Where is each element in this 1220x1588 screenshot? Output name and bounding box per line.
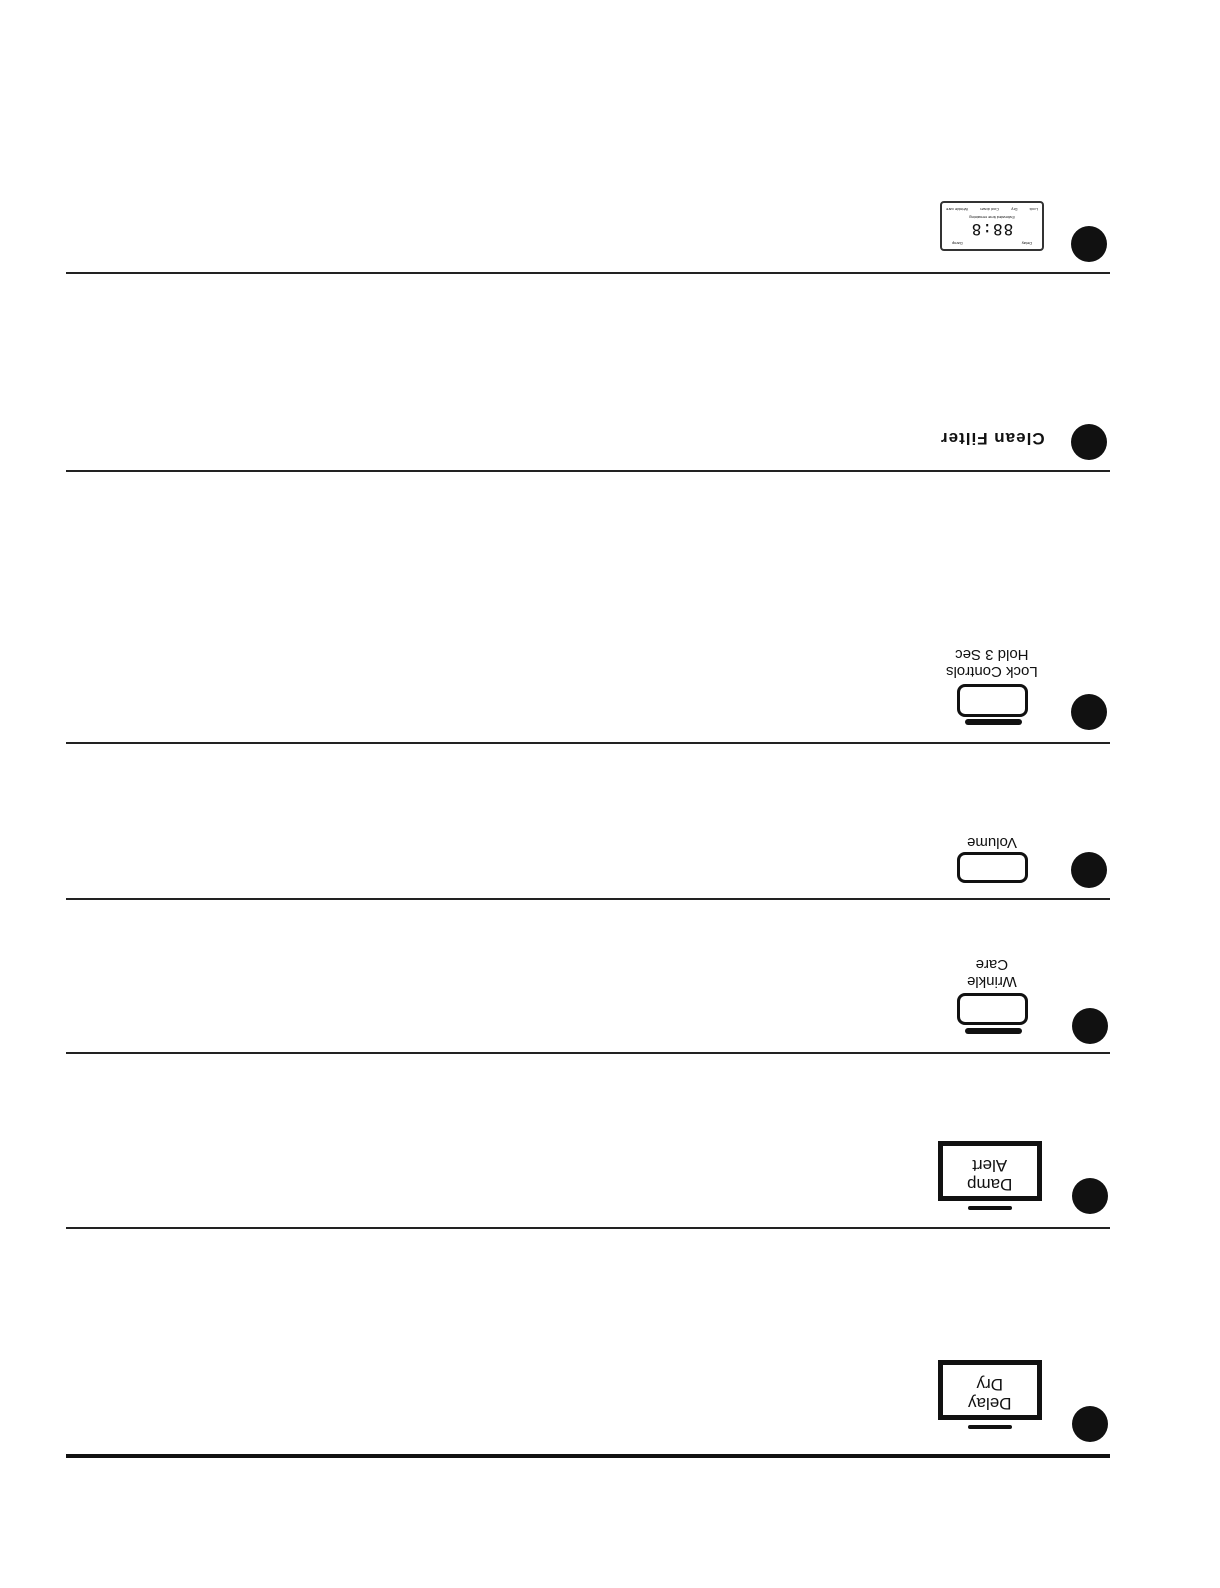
delay-dry-line1: Delay	[968, 1394, 1012, 1413]
display-indicator-cool-down: Cool down	[980, 207, 1000, 212]
lock-controls-labels	[935, 646, 1049, 680]
section-marker-1	[1071, 226, 1107, 262]
wrinkle-care-button[interactable]	[957, 993, 1028, 1025]
wrinkle-care-bar	[965, 1028, 1022, 1034]
divider-5	[66, 1052, 1110, 1054]
volume-label: Volume	[966, 834, 1018, 851]
damp-alert-line2: Alert	[972, 1156, 1008, 1175]
delay-dry-stand	[968, 1425, 1012, 1429]
volume-label-wrap	[940, 834, 1044, 851]
section-marker-4	[1071, 852, 1107, 888]
clean-filter-label: Clean Filter	[940, 429, 1045, 448]
display-indicator-wrinkle-care: Wrinkle care	[946, 207, 969, 212]
display-indicator-damp: Damp	[952, 241, 963, 246]
divider-bottom	[66, 1454, 1110, 1458]
display-panel	[940, 201, 1044, 251]
delay-dry-line2: Dry	[976, 1375, 1004, 1394]
divider-3	[66, 742, 1110, 744]
section-marker-3	[1071, 694, 1107, 730]
damp-alert-indicator	[938, 1141, 1042, 1201]
section-marker-2	[1071, 424, 1107, 460]
clean-filter-label-wrap	[930, 430, 1055, 447]
damp-alert-stand	[968, 1206, 1012, 1210]
divider-4	[66, 898, 1110, 900]
divider-2	[66, 470, 1110, 472]
wrinkle-care-line1: Wrinkle	[967, 973, 1017, 990]
lock-controls-bar	[965, 719, 1022, 725]
section-marker-7	[1072, 1406, 1108, 1442]
display-digits: 88:8	[970, 220, 1014, 239]
display-estimated-time-text: Estimated time remaining	[969, 215, 1015, 220]
volume-button[interactable]	[957, 852, 1028, 883]
divider-1	[66, 272, 1110, 274]
display-indicator-lock: Lock	[1029, 207, 1038, 212]
lock-controls-button[interactable]	[957, 684, 1028, 717]
divider-6	[66, 1227, 1110, 1229]
display-indicator-dry: Dry	[1011, 207, 1018, 212]
delay-dry-indicator	[938, 1360, 1042, 1420]
damp-alert-line1: Damp	[967, 1175, 1013, 1194]
display-indicator-delay: Delay	[1021, 241, 1032, 246]
section-marker-6	[1072, 1178, 1108, 1214]
wrinkle-care-line2: Care	[975, 956, 1009, 973]
section-marker-5	[1072, 1008, 1108, 1044]
lock-controls-label: Lock Controls	[946, 663, 1038, 680]
wrinkle-care-labels	[940, 956, 1044, 990]
lock-controls-sublabel: Hold 3 Sec	[955, 646, 1029, 663]
